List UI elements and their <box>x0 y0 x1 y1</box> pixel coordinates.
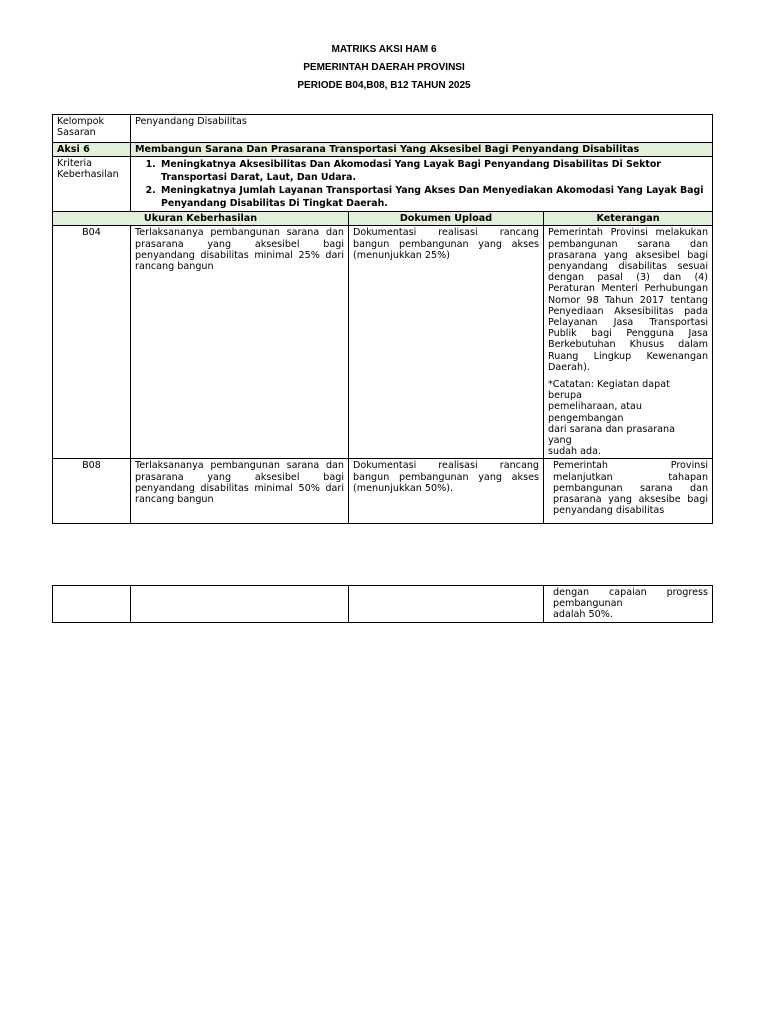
catatan-line: pemeliharaan, atau <box>548 401 643 413</box>
column-header-ukuran: Ukuran Keberhasilan <box>53 212 349 226</box>
aksi-label: Aksi 6 <box>53 143 131 157</box>
kriteria-label: Kriteria Keberhasilan <box>53 157 131 212</box>
keterangan-text: Pemerintah Provinsi melakukan pembangunan sarana dan prasarana yang aksesibel bagi penyandang disabilitas sesuai dengan pasal (3) dan (4) Peraturan Menteri Perhubungan Nomor 98 Tahun 2017 tentang Penyediaan Aksesibilitas pada Pelayanan Jasa Transportasi Publik bagi Pengguna Jasa Berkebutuhan Khusus dalam Ruang Lingkup Kewenangan Daerah). <box>548 227 709 373</box>
continuation-line: adalah 50%. <box>553 609 613 621</box>
dokumen-cell: Dokumentasi realisasi rancang bangun pembangunan yang akses (menunjukkan 25%) <box>349 226 544 459</box>
ukuran-cell: Terlaksananya pembangunan sarana dan prasarana yang aksesibel bagi penyandang disabilitas minimal 50% dari rancang bangun <box>131 459 349 524</box>
kriteria-item: 1. Meningkatnya Aksesibilitas Dan Akomodasi Yang Layak Bagi Penyandang Disabilitas Di Sektor Transportasi Darat, Laut, Dan Udara. <box>159 158 708 184</box>
dokumen-cell: Dokumentasi realisasi rancang bangun pembangunan yang akses (menunjukkan 50%). <box>349 459 544 524</box>
document-title-line-3: PERIODE B04,B08, B12 TAHUN 2025 <box>297 80 471 91</box>
ukuran-cell: Terlaksananya pembangunan sarana dan prasarana yang aksesibel bagi penyandang disabilitas minimal 25% dari rancang bangun <box>131 226 349 459</box>
empty-cell <box>53 586 131 623</box>
kriteria-item: 2. Meningkatnya Jumlah Layanan Transportasi Yang Akses Dan Menyediakan Akomodasi Yang Layak Bagi Penyandang Disabilitas Di Tingkat Daerah. <box>159 184 708 210</box>
catatan-line: dari sarana dan prasarana <box>548 423 676 435</box>
period-cell: B08 <box>53 459 131 524</box>
empty-cell <box>349 586 544 623</box>
keterangan-cell: Pemerintah Provinsi melanjutkan tahapan pembangunan sarana dan prasarana yang aksesibe bagi penyandang disabilitas <box>544 459 713 524</box>
aksi-row <box>53 143 713 157</box>
catatan-note <box>548 379 708 457</box>
document-title-line-1: MATRIKS AKSI HAM 6 <box>331 44 437 55</box>
catatan-line: berupa <box>548 390 582 402</box>
document-title-line-2: PEMERINTAH DAERAH PROVINSI <box>303 62 465 73</box>
table-row <box>53 586 713 623</box>
action-matrix-table <box>52 114 713 524</box>
kelompok-sasaran-row <box>53 115 713 143</box>
column-header-row <box>53 212 713 226</box>
table-row <box>53 459 713 524</box>
continuation-table <box>52 585 713 623</box>
kriteria-row <box>53 157 713 212</box>
keterangan-continuation-cell <box>544 586 713 623</box>
column-header-keterangan: Keterangan <box>544 212 713 226</box>
continuation-line: dengan capaian progress <box>553 587 708 598</box>
continuation-line: pembangunan <box>553 598 623 610</box>
keterangan-cell <box>544 226 713 459</box>
catatan-line: yang <box>548 435 572 447</box>
catatan-line: *Catatan: Kegiatan dapat <box>548 379 670 391</box>
aksi-value: Membangun Sarana Dan Prasarana Transportasi Yang Aksesibel Bagi Penyandang Disabilitas <box>131 143 713 157</box>
kelompok-sasaran-label: Kelompok Sasaran <box>53 115 131 143</box>
table-row <box>53 226 713 459</box>
catatan-line: pengembangan <box>548 412 624 424</box>
kelompok-sasaran-value: Penyandang Disabilitas <box>131 115 713 143</box>
empty-cell <box>131 586 349 623</box>
column-header-dokumen: Dokumen Upload <box>349 212 544 226</box>
period-cell: B04 <box>53 226 131 459</box>
kriteria-list <box>131 158 708 210</box>
catatan-line: sudah ada. <box>548 446 602 458</box>
